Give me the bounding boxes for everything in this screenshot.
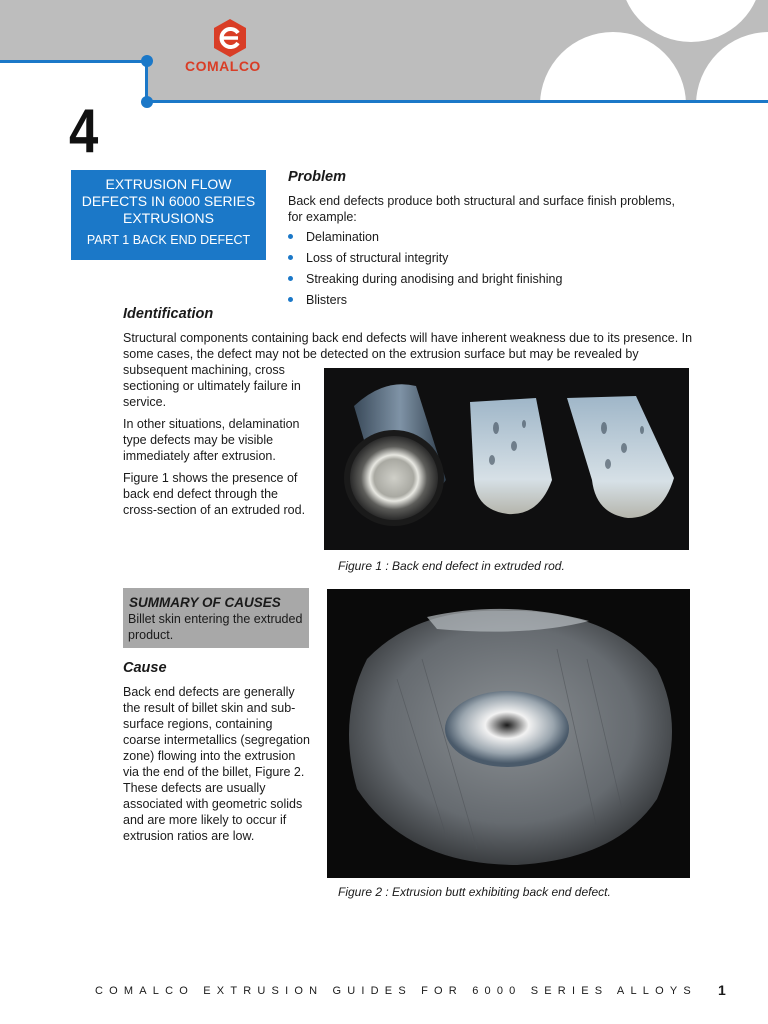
bullet-item: Streaking during anodising and bright finishing [288,271,562,287]
identification-paragraph-2: In other situations, delamination type defects may be visible immediately after extrusion. [123,417,300,463]
document-title: EXTRUSION FLOW DEFECTS IN 6000 SERIES EXTRUSIONS [81,176,256,226]
bullet-item: Delamination [288,229,562,245]
figure-1-caption: Figure 1 : Back end defect in extruded rod. [338,559,565,573]
footer-text: COMALCO EXTRUSION GUIDES FOR 6000 SERIES ALLOYS [95,985,697,997]
bullet-item: Blisters [288,292,562,308]
identification-paragraph-1: Structural components containing back end defects will have inherent weakness due to its presence. In some cases, the defect may not be detected on the extrusion surface but may be revealed by [123,331,693,361]
identification-column [123,362,313,524]
summary-text: Billet skin entering the extruded product. [128,612,303,642]
decor-circle [696,32,768,102]
figure-2-caption: Figure 2 : Extrusion butt exhibiting back end defect. [338,885,611,899]
extrusion-butt-photo [327,589,690,878]
hexagon-e-logo-icon [180,17,280,61]
problem-intro: Back end defects produce both structural and surface finish problems, for example: [288,194,676,224]
decor-circle [540,32,686,102]
extruded-rod-photo [324,368,689,550]
title-box [71,170,266,260]
cause-heading: Cause [123,660,167,676]
chapter-number: 4 [69,97,99,166]
summary-of-causes-box [123,588,309,648]
header-dot-top [141,55,153,67]
cause-paragraph: Back end defects are generally the result of billet skin and sub-surface regions, containing coarse intermetallics (segregation zone) flowing into the extrusion via the end of the billet, Figure 2. These defects are usually associated with geometric solids and are more likely to occur if extrusion ratios are low. [123,685,310,843]
header-rule-bottom [147,100,768,103]
document-subtitle: PART 1 BACK END DEFECT [86,233,251,247]
page-number: 1 [718,982,726,998]
identification-paragraph-3: Figure 1 shows the presence of back end defect through the cross-section of an extruded rod. [123,471,306,517]
bullet-item: Loss of structural integrity [288,250,562,266]
decor-circle [620,0,762,42]
header-dot-bottom [141,96,153,108]
header-rule-left [0,60,147,63]
problem-bullet-list [288,229,562,313]
figure-1-image [324,368,689,550]
identification-heading: Identification [123,306,214,322]
identification-paragraph-1-cont: subsequent machining, cross sectioning or ultimately failure in service. [123,363,301,409]
summary-title: SUMMARY OF CAUSES [129,595,281,610]
problem-heading: Problem [288,169,347,185]
brand-name: COMALCO [185,58,261,74]
figure-2-image [327,589,690,878]
